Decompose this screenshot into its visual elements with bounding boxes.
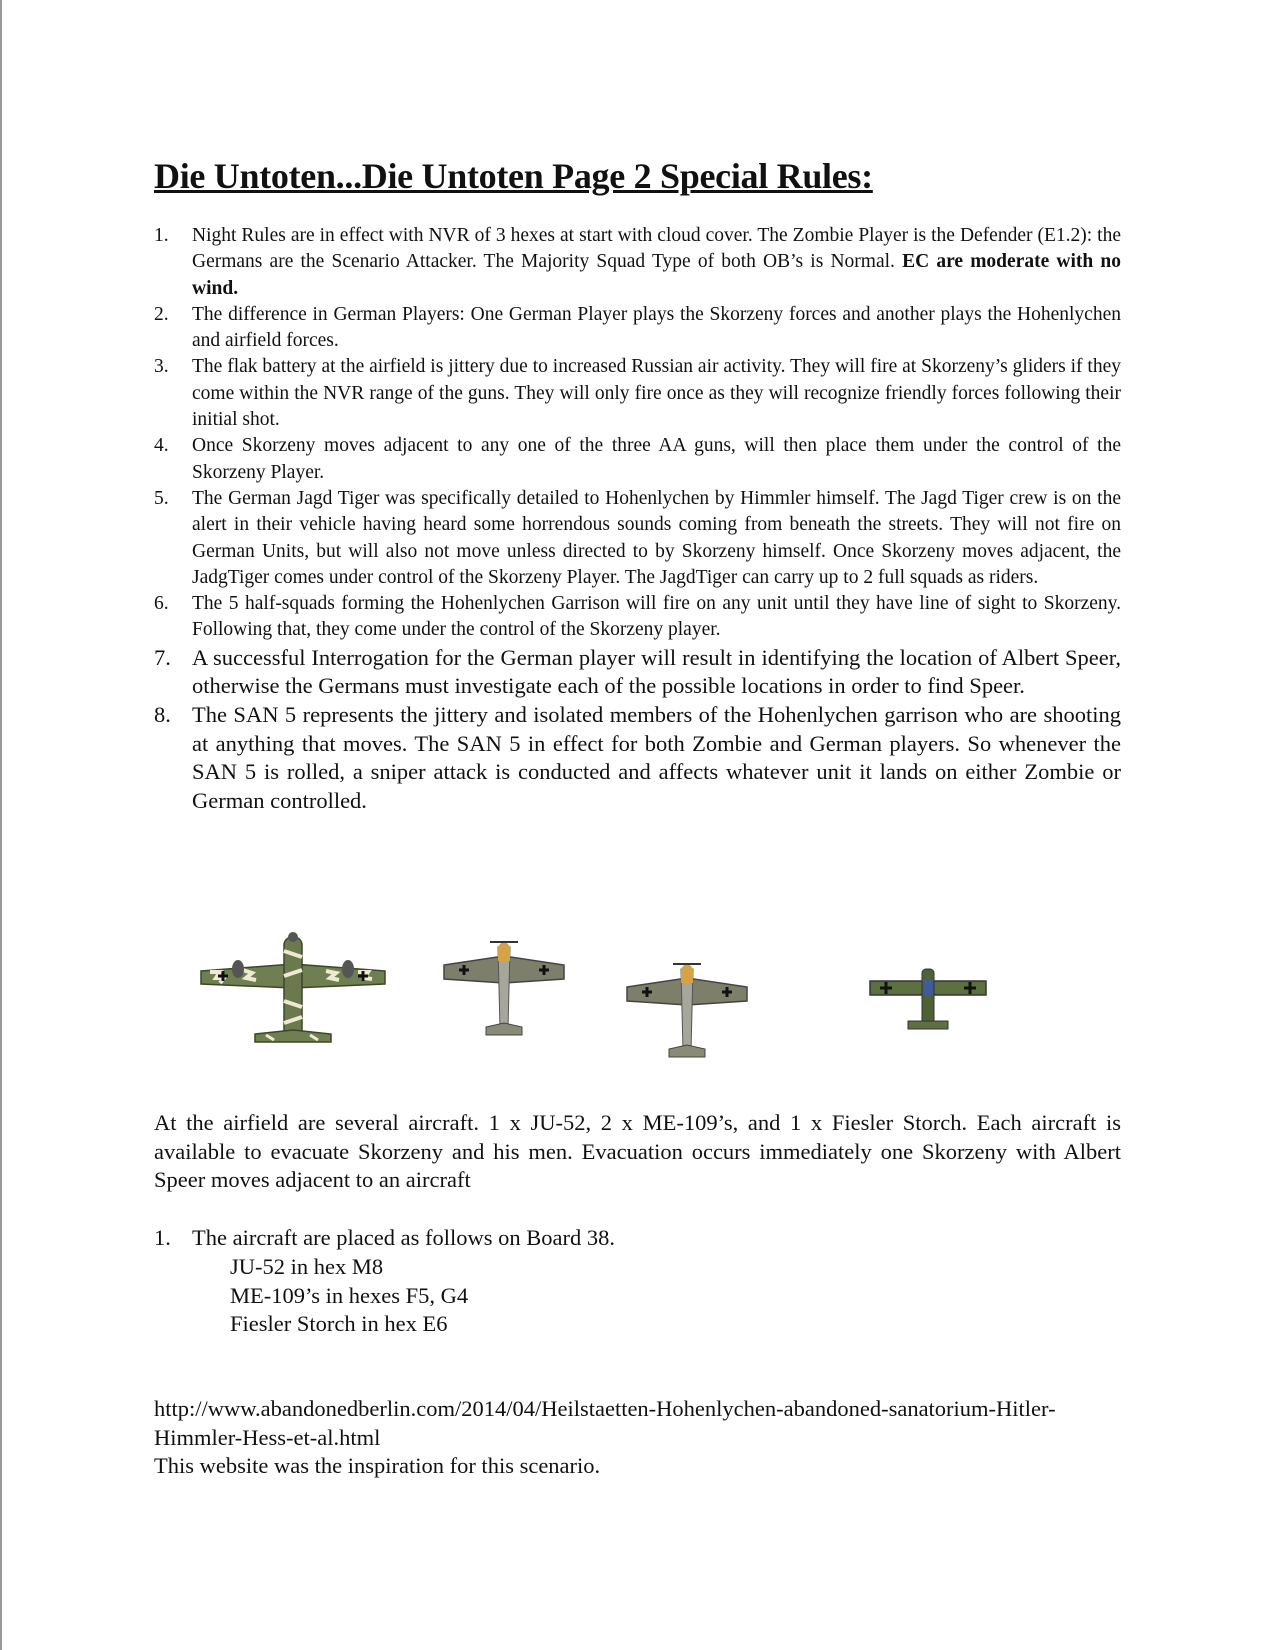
rule-number: 1. [154, 225, 169, 246]
aircraft-illustrations [0, 925, 1275, 1075]
rule-item [154, 701, 1121, 815]
rule-text: The 5 half-squads forming the Hohenlychen Garrison will fire on any unit until they have line of sight to Skorzeny. Following that, they come under the control of the Skorzeny player. [192, 593, 1121, 641]
rule-text: The German Jagd Tiger was specifically detailed to Hohenlychen by Himmler himself. The Jagd Tiger crew is on the alert in their vehicle having heard some horrendous sounds coming from beneath the streets. They will not fire on German Units, but will also not move unless directed to by Skorzeny himself. Once Skorzeny moves adjacent, the JadgTiger comes under control of the Skorzeny Player. The JagdTiger can carry up to 2 full squads as riders. [192, 487, 1121, 588]
rule-item [154, 302, 1121, 355]
storch-aircraft-icon [868, 965, 988, 1037]
special-rules-list [154, 223, 1121, 815]
rule-number: 8. [154, 701, 171, 727]
rule-text-body: Night Rules are in effect with NVR of 3 hexes at start with cloud cover. The Zombie Player is the Defender (E1.2): the Germans are the Scenario Attacker. The Majority Squad Type of both OB’s is Normal. [192, 225, 1121, 273]
rule-text-bold: EC are moderate with no wind. [192, 251, 1121, 299]
rule-item [154, 354, 1121, 433]
rule-text: The difference in German Players: One German Player plays the Skorzeny forces and another plays the Hohenlychen and airfield forces. [192, 303, 1121, 352]
placement-location: JU-52 in hex M8 [230, 1254, 384, 1279]
page-title: Die Untoten...Die Untoten Page 2 Special Rules: [154, 156, 873, 196]
rule-text: The flak battery at the airfield is jittery due to increased Russian air activity. They will fire at Skorzeny’s gliders if they come within the NVR range of the guns. They will only fire once as they will recognize friendly forces following their initial shot. [192, 356, 1121, 431]
rule-item [154, 486, 1121, 591]
placement-location: ME-109’s in hexes F5, G4 [230, 1283, 469, 1308]
rule-text: The SAN 5 represents the jittery and isolated members of the Hohenlychen garrison who are shooting at anything that moves. The SAN 5 in effect for both Zombie and German players. So whenever the SAN 5 is rolled, a sniper attack is conducted and affects whatever unit it lands on either Zombie or German controlled. [192, 701, 1121, 813]
placement-number: 1. [154, 1225, 171, 1250]
rule-number: 2. [154, 303, 169, 325]
me109-aircraft-icon [442, 939, 566, 1049]
rule-number: 4. [154, 435, 169, 457]
source-url: http://www.abandonedberlin.com/2014/04/Heilstaetten-Hohenlychen-abandoned-sanatorium-Hitler-Himmler-Hess-et-al.html [154, 1396, 1056, 1450]
aircraft-paragraph: At the airfield are several aircraft. 1 x JU-52, 2 x ME-109’s, and 1 x Fiesler Storch. Each aircraft is available to evacuate Skorzeny and his men. Evacuation occurs immediately one Skorzeny with Albert Speer moves adjacent to an aircraft [154, 1110, 1121, 1193]
page-edge [0, 0, 2, 1650]
placement-location: Fiesler Storch in hex E6 [230, 1311, 448, 1336]
rule-item [154, 223, 1121, 302]
placement-lead: The aircraft are placed as follows on Board 38. [192, 1225, 615, 1250]
rule-number: 7. [154, 644, 171, 670]
rule-number: 5. [154, 487, 169, 509]
rule-text [192, 223, 1121, 302]
me109-aircraft-icon [625, 961, 749, 1071]
rule-number: 6. [154, 593, 169, 615]
rule-item [154, 644, 1121, 701]
rule-text: A successful Interrogation for the German player will result in identifying the location of Albert Speer, otherwise the Germans must investigate each of the possible locations in order to find Speer. [192, 644, 1121, 699]
rule-item [154, 433, 1121, 486]
rule-item [154, 591, 1121, 644]
source-note: This website was the inspiration for this scenario. [154, 1453, 601, 1478]
rule-text: Once Skorzeny moves adjacent to any one of the three AA guns, will then place them under the control of the Skorzeny Player. [192, 435, 1121, 483]
ju52-aircraft-icon [198, 931, 388, 1051]
rule-number: 3. [154, 356, 169, 378]
